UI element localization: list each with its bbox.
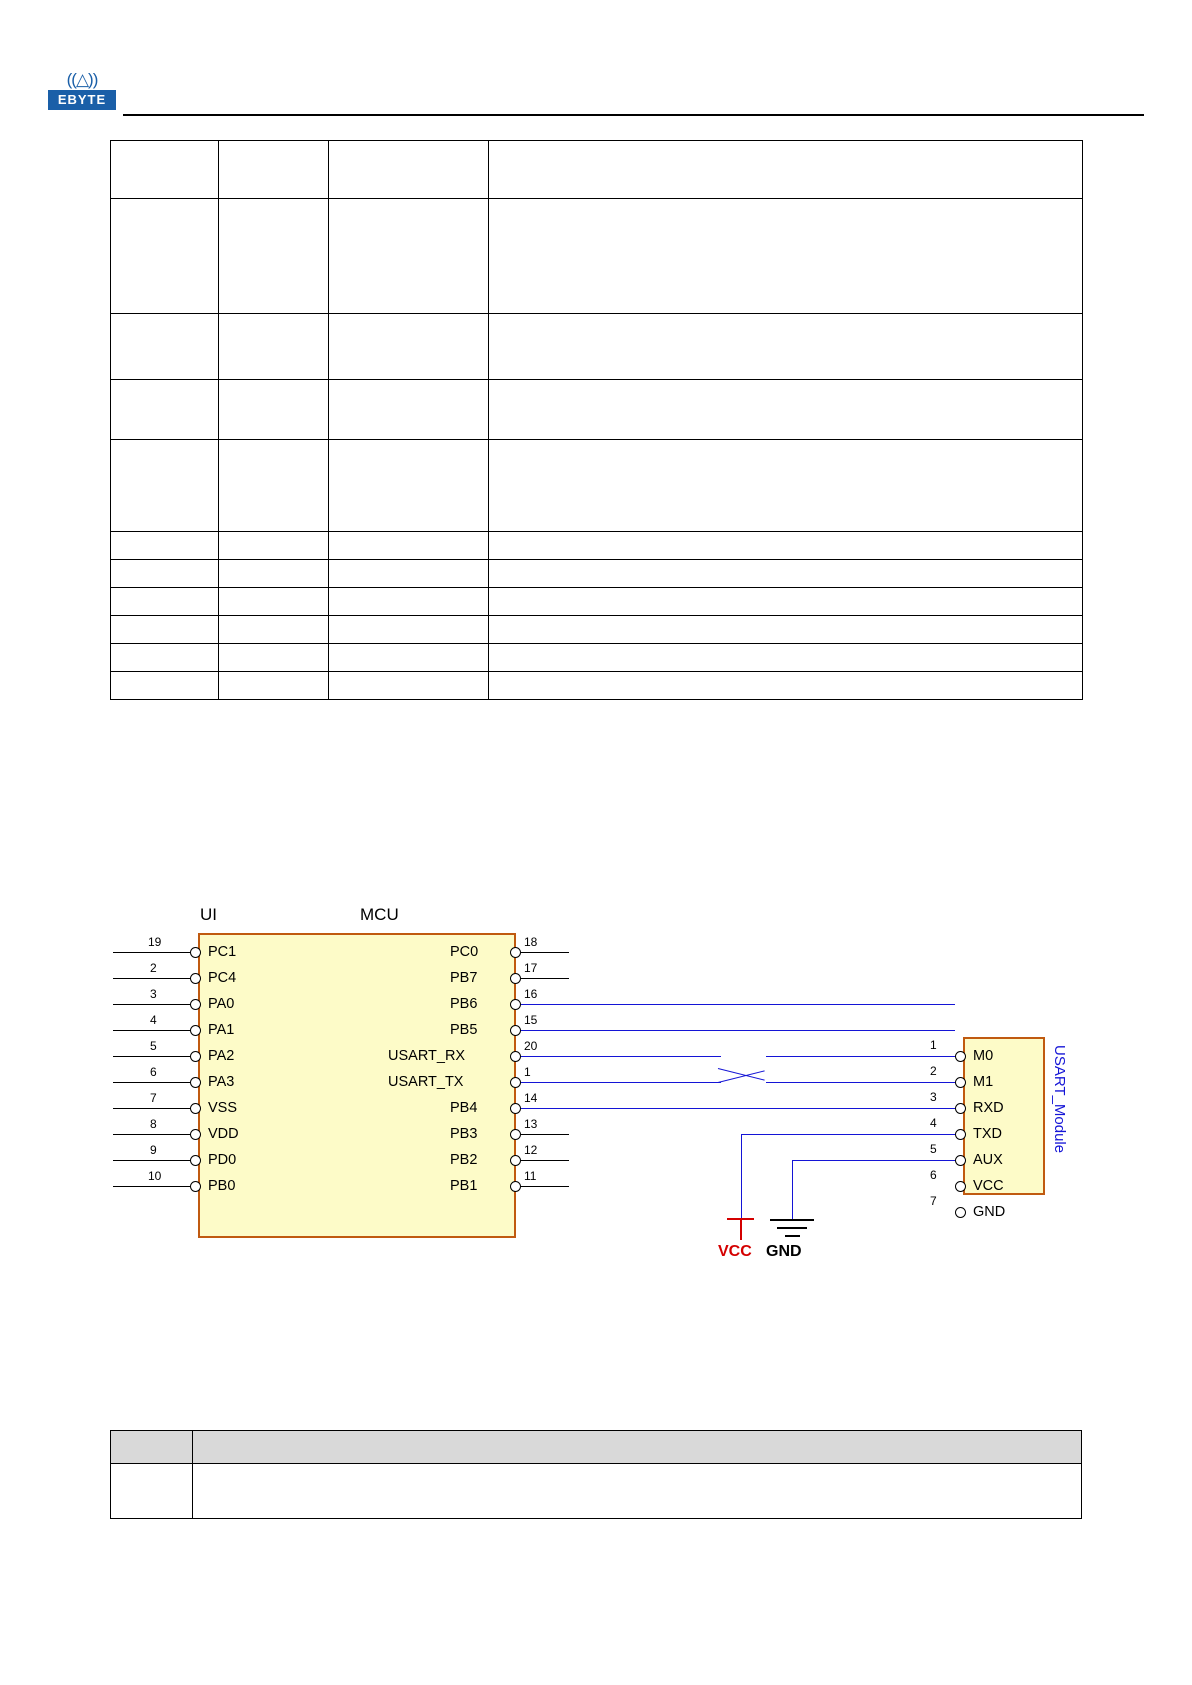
cell-a — [111, 560, 219, 588]
pin-terminal — [510, 1077, 521, 1088]
pin-number-left: 5 — [150, 1039, 157, 1053]
pin-terminal — [955, 1181, 966, 1192]
wire-vcc-drop — [741, 1134, 742, 1220]
pin-number-right: 16 — [524, 987, 538, 1001]
cell-c — [329, 141, 489, 199]
note-table — [110, 1430, 1082, 1519]
page-header — [48, 70, 1144, 122]
table-row — [111, 532, 1083, 560]
pin-terminal — [955, 1207, 966, 1218]
cell-c — [329, 314, 489, 380]
module-pin-number: 4 — [930, 1116, 937, 1130]
note-table-header-row — [111, 1431, 1082, 1464]
pin-terminal — [190, 1025, 201, 1036]
pin-terminal — [510, 1025, 521, 1036]
pin-label-left: PA3 — [208, 1074, 235, 1090]
pin-label-right: USART_TX — [388, 1074, 464, 1090]
pin-number-right: 11 — [524, 1169, 537, 1183]
cell-a — [111, 314, 219, 380]
cell-a — [111, 616, 219, 644]
table-row — [111, 588, 1083, 616]
note-cell-b — [193, 1464, 1082, 1519]
pin-number-left: 9 — [150, 1143, 157, 1157]
pin-lead — [113, 978, 191, 979]
pin-terminal — [190, 1103, 201, 1114]
table-row — [111, 616, 1083, 644]
schematic-label-ui: UI — [200, 905, 217, 924]
pin-number-right: 18 — [524, 935, 538, 949]
pin-number-left: 7 — [150, 1091, 157, 1105]
wire-cross-a — [718, 1068, 765, 1081]
wire-usart-rx-seg1 — [521, 1056, 721, 1057]
pin-number-right: 17 — [524, 961, 538, 975]
pin-terminal — [955, 1155, 966, 1166]
pin-number-left: 2 — [150, 961, 157, 975]
pin-terminal — [510, 1181, 521, 1192]
cell-d — [489, 588, 1083, 616]
cell-d — [489, 314, 1083, 380]
vcc-bar — [727, 1218, 754, 1220]
pin-label-right: USART_RX — [388, 1048, 466, 1064]
pin-terminal — [190, 1129, 201, 1140]
cell-a — [111, 440, 219, 532]
cell-d — [489, 199, 1083, 314]
pin-label-left: PD0 — [208, 1152, 237, 1168]
pin-number-right: 15 — [524, 1013, 538, 1027]
pin-label-left: PA2 — [208, 1048, 235, 1064]
pin-terminal — [510, 999, 521, 1010]
wire-gnd-drop — [792, 1160, 793, 1220]
pin-terminal — [955, 1129, 966, 1140]
vcc-label: VCC — [718, 1243, 752, 1260]
cell-d — [489, 644, 1083, 672]
pin-terminal — [510, 947, 521, 958]
cell-d — [489, 440, 1083, 532]
cell-c — [329, 440, 489, 532]
table-row — [111, 672, 1083, 700]
pin-terminal — [510, 1155, 521, 1166]
note-header-cell-a — [111, 1431, 193, 1464]
module-pin-number: 6 — [930, 1168, 937, 1182]
ebyte-logo — [48, 70, 116, 114]
cell-d — [489, 380, 1083, 440]
pin-number-left: 6 — [150, 1065, 157, 1079]
table-row — [111, 199, 1083, 314]
pin-lead — [113, 1134, 191, 1135]
cell-c — [329, 380, 489, 440]
pin-lead — [521, 1134, 569, 1135]
wire-pb5-m1 — [521, 1030, 955, 1031]
parameter-table — [110, 140, 1083, 700]
pin-lead — [113, 1160, 191, 1161]
cell-d — [489, 616, 1083, 644]
schematic-label-mcu: MCU — [360, 905, 399, 924]
pin-number-right: 13 — [524, 1117, 538, 1131]
pin-number-left: 8 — [150, 1117, 157, 1131]
pin-lead — [521, 1186, 569, 1187]
cell-d — [489, 672, 1083, 700]
pin-terminal — [190, 947, 201, 958]
cell-b — [219, 380, 329, 440]
gnd-label: GND — [766, 1243, 802, 1260]
cell-b — [219, 560, 329, 588]
logo-text: EBYTE — [48, 90, 116, 110]
table-row — [111, 380, 1083, 440]
pin-lead — [113, 1056, 191, 1057]
pin-label-right: PB5 — [450, 1022, 478, 1038]
pin-terminal — [510, 973, 521, 984]
wire-vcc — [741, 1134, 955, 1135]
pin-label-left: PC1 — [208, 944, 237, 960]
pin-number-left: 3 — [150, 987, 157, 1001]
wire-pb6-m0 — [521, 1004, 955, 1005]
header-divider — [123, 114, 1144, 116]
gnd-symbol-bar-2 — [777, 1227, 807, 1229]
usart-module-label: USART_Module — [1051, 1045, 1068, 1154]
pin-terminal — [510, 1129, 521, 1140]
module-pin-label: M0 — [973, 1048, 994, 1064]
wire-usart-rx-seg2 — [766, 1082, 955, 1083]
pin-label-right: PB6 — [450, 996, 478, 1012]
pin-label-left: PC4 — [208, 970, 237, 986]
wire-pb4-aux — [521, 1108, 955, 1109]
module-pin-label: AUX — [973, 1152, 1003, 1168]
module-pin-label: GND — [973, 1204, 1006, 1220]
pin-number-right: 12 — [524, 1143, 538, 1157]
table-row — [111, 644, 1083, 672]
pin-label-left: PA0 — [208, 996, 235, 1012]
pin-terminal — [190, 1155, 201, 1166]
pin-lead — [113, 952, 191, 953]
pin-label-right: PB4 — [450, 1100, 478, 1116]
cell-b — [219, 644, 329, 672]
cell-c — [329, 560, 489, 588]
note-table-row — [111, 1464, 1082, 1519]
cell-b — [219, 314, 329, 380]
cell-a — [111, 644, 219, 672]
table-row — [111, 560, 1083, 588]
pin-lead — [521, 1160, 569, 1161]
pin-number-right: 20 — [524, 1039, 538, 1053]
table-row — [111, 314, 1083, 380]
cell-a — [111, 588, 219, 616]
cell-b — [219, 588, 329, 616]
cell-c — [329, 588, 489, 616]
cell-b — [219, 616, 329, 644]
cell-c — [329, 644, 489, 672]
pin-terminal — [190, 973, 201, 984]
cell-c — [329, 532, 489, 560]
module-pin-number: 5 — [930, 1142, 937, 1156]
gnd-symbol-bar-1 — [770, 1219, 814, 1221]
pin-number-left: 10 — [148, 1169, 162, 1183]
wire-usart-tx-seg2 — [766, 1056, 955, 1057]
module-pin-number: 2 — [930, 1064, 937, 1078]
note-header-cell-b — [193, 1431, 1082, 1464]
pin-label-left: PB0 — [208, 1178, 236, 1194]
module-pin-label: M1 — [973, 1074, 994, 1090]
cell-c — [329, 672, 489, 700]
pin-lead — [113, 1082, 191, 1083]
pin-terminal — [955, 1051, 966, 1062]
pin-lead — [521, 952, 569, 953]
cell-a — [111, 380, 219, 440]
table-row — [111, 141, 1083, 199]
pin-lead — [521, 978, 569, 979]
pin-number-right: 1 — [524, 1065, 531, 1079]
pin-terminal — [190, 1181, 201, 1192]
pin-label-right: PB3 — [450, 1126, 478, 1142]
wire-cross-b — [718, 1070, 765, 1083]
cell-a — [111, 532, 219, 560]
antenna-signal-icon: ((△)) — [66, 70, 98, 89]
pin-number-left: 4 — [150, 1013, 157, 1027]
module-pin-label: TXD — [973, 1126, 1002, 1142]
cell-a — [111, 672, 219, 700]
module-pin-label: RXD — [973, 1100, 1004, 1116]
pin-label-right: PB1 — [450, 1178, 478, 1194]
pin-label-right: PB7 — [450, 970, 478, 986]
cell-d — [489, 560, 1083, 588]
module-pin-number: 3 — [930, 1090, 937, 1104]
module-pin-number: 1 — [930, 1038, 937, 1052]
pin-lead — [113, 1108, 191, 1109]
module-pin-number: 7 — [930, 1194, 937, 1208]
cell-a — [111, 141, 219, 199]
pin-terminal — [190, 1051, 201, 1062]
module-pin-label: VCC — [973, 1178, 1004, 1194]
cell-d — [489, 141, 1083, 199]
pin-label-left: VSS — [208, 1100, 238, 1116]
pin-number-left: 19 — [148, 935, 162, 949]
cell-b — [219, 672, 329, 700]
wire-gnd — [792, 1160, 955, 1161]
vcc-symbol — [740, 1218, 742, 1240]
pin-terminal — [190, 1077, 201, 1088]
cell-c — [329, 199, 489, 314]
cell-a — [111, 199, 219, 314]
pin-label-left: PA1 — [208, 1022, 235, 1038]
pin-label-right: PB2 — [450, 1152, 478, 1168]
wire-usart-tx-seg1 — [521, 1082, 721, 1083]
pin-terminal — [955, 1103, 966, 1114]
cell-b — [219, 440, 329, 532]
cell-b — [219, 141, 329, 199]
pin-label-right: PC0 — [450, 944, 479, 960]
pin-lead — [113, 1030, 191, 1031]
pin-number-right: 14 — [524, 1091, 538, 1105]
pin-terminal — [190, 999, 201, 1010]
pin-terminal — [955, 1077, 966, 1088]
cell-d — [489, 532, 1083, 560]
pin-lead — [113, 1186, 191, 1187]
pin-terminal — [510, 1051, 521, 1062]
cell-b — [219, 532, 329, 560]
pin-lead — [113, 1004, 191, 1005]
cell-b — [219, 199, 329, 314]
gnd-symbol-bar-3 — [785, 1235, 800, 1237]
note-cell-a — [111, 1464, 193, 1519]
pin-terminal — [510, 1103, 521, 1114]
cell-c — [329, 616, 489, 644]
pin-label-left: VDD — [208, 1126, 239, 1142]
table-row — [111, 440, 1083, 532]
